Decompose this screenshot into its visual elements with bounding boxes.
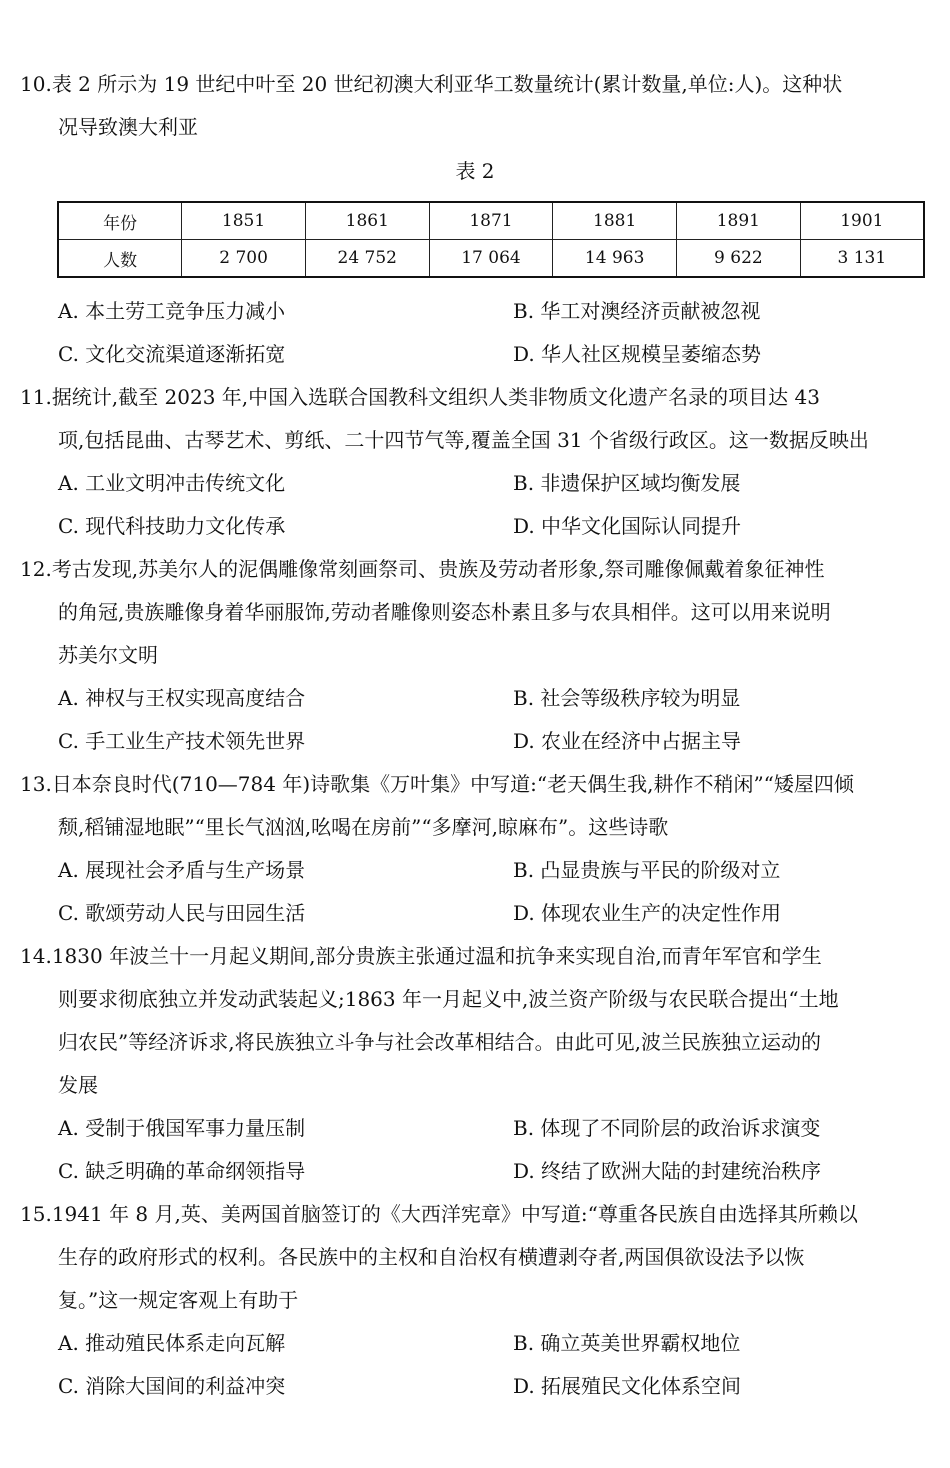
stem-line: 则要求彻底独立并发动武装起义;1863 年一月起义中,波兰资产阶级与农民联合提出“土地 xyxy=(58,987,839,1011)
table-cell: 1901 xyxy=(800,202,924,240)
question-number: 11. xyxy=(20,385,52,409)
table-cell: 24 752 xyxy=(305,240,429,278)
table-cell: 1881 xyxy=(553,202,677,240)
stem-line: 据统计,截至 2023 年,中国入选联合国教科文组织人类非物质文化遗产名录的项目达 43 xyxy=(51,385,820,409)
option-d[interactable]: D. 中华文化国际认同提升 xyxy=(513,514,742,538)
stem-line: 1941 年 8 月,英、美两国首脑签订的《大西洋宪章》中写道:“尊重各民族自由选择其所赖以 xyxy=(51,1202,858,1226)
option-b[interactable]: B. 体现了不同阶层的政治诉求演变 xyxy=(513,1116,821,1140)
table-cell: 9 622 xyxy=(677,240,801,278)
option-a[interactable]: A. 受制于俄国军事力量压制 xyxy=(58,1116,306,1140)
stem-line: 表 2 所示为 19 世纪中叶至 20 世纪初澳大利亚华工数量统计(累计数量,单位:人)。这种状 xyxy=(51,72,843,96)
question-13 xyxy=(20,763,930,935)
stem-line: 考古发现,苏美尔人的泥偶雕像常刻画祭司、贵族及劳动者形象,祭司雕像佩戴着象征神性 xyxy=(51,557,825,581)
question-10-options xyxy=(20,290,930,376)
option-a[interactable]: A. 工业文明冲击传统文化 xyxy=(58,471,286,495)
question-number: 13. xyxy=(20,772,52,796)
question-10-stem xyxy=(20,63,930,149)
option-c[interactable]: C. 缺乏明确的革命纲领指导 xyxy=(58,1159,306,1183)
stem-line: 的角冠,贵族雕像身着华丽服饰,劳动者雕像则姿态朴素且多与农具相伴。这可以用来说明 xyxy=(58,600,831,624)
stem-line: 发展 xyxy=(58,1073,98,1097)
question-number: 14. xyxy=(20,944,52,968)
option-d[interactable]: D. 农业在经济中占据主导 xyxy=(513,729,742,753)
stem-line: 颓,稻铺湿地眠”“里长气汹汹,吆喝在房前”“多摩河,晾麻布”。这些诗歌 xyxy=(58,815,669,839)
table-cell: 2 700 xyxy=(182,240,306,278)
question-15-stem xyxy=(20,1193,930,1322)
question-12-stem xyxy=(20,548,930,677)
question-number: 15. xyxy=(20,1202,52,1226)
data-table xyxy=(57,201,925,278)
stem-line: 苏美尔文明 xyxy=(58,643,158,667)
option-d[interactable]: D. 体现农业生产的决定性作用 xyxy=(513,901,782,925)
option-a[interactable]: A. 展现社会矛盾与生产场景 xyxy=(58,858,306,882)
question-12 xyxy=(20,548,930,763)
question-13-stem xyxy=(20,763,930,849)
stem-line: 复。”这一规定客观上有助于 xyxy=(58,1288,299,1312)
table-row xyxy=(58,240,924,278)
question-10 xyxy=(20,63,930,149)
table-cell: 3 131 xyxy=(800,240,924,278)
question-number: 10. xyxy=(20,72,52,96)
option-d[interactable]: D. 华人社区规模呈萎缩态势 xyxy=(513,342,762,366)
question-number: 12. xyxy=(20,557,52,581)
row-label: 年份 xyxy=(58,202,182,240)
option-b[interactable]: B. 确立英美世界霸权地位 xyxy=(513,1331,741,1355)
option-c[interactable]: C. 现代科技助力文化传承 xyxy=(58,514,286,538)
option-a[interactable]: A. 本土劳工竞争压力减小 xyxy=(58,299,286,323)
question-14 xyxy=(20,935,930,1193)
table-cell: 14 963 xyxy=(553,240,677,278)
table-cell: 1891 xyxy=(677,202,801,240)
stem-line: 生存的政府形式的权利。各民族中的主权和自治权有横遭剥夺者,两国俱欲设法予以恢 xyxy=(58,1245,805,1269)
table-cell: 1861 xyxy=(305,202,429,240)
row-label: 人数 xyxy=(58,240,182,278)
option-a[interactable]: A. 神权与王权实现高度结合 xyxy=(58,686,306,710)
option-b[interactable]: B. 华工对澳经济贡献被忽视 xyxy=(513,299,761,323)
table-row xyxy=(58,202,924,240)
option-b[interactable]: B. 社会等级秩序较为明显 xyxy=(513,686,741,710)
question-15 xyxy=(20,1193,930,1408)
stem-line: 日本奈良时代(710—784 年)诗歌集《万叶集》中写道:“老天偶生我,耕作不稍闲”“矮屋四倾 xyxy=(51,772,854,796)
table-cell: 1871 xyxy=(429,202,553,240)
question-11-stem xyxy=(20,376,930,462)
option-b[interactable]: B. 非遗保护区域均衡发展 xyxy=(513,471,741,495)
option-a[interactable]: A. 推动殖民体系走向瓦解 xyxy=(58,1331,286,1355)
stem-line: 1830 年波兰十一月起义期间,部分贵族主张通过温和抗争来实现自治,而青年军官和学生 xyxy=(51,944,822,968)
option-c[interactable]: C. 消除大国间的利益冲突 xyxy=(58,1374,286,1398)
option-c[interactable]: C. 文化交流渠道逐渐拓宽 xyxy=(58,342,286,366)
table-caption: 表 2 xyxy=(455,159,495,183)
option-c[interactable]: C. 歌颂劳动人民与田园生活 xyxy=(58,901,306,925)
stem-line: 归农民”等经济诉求,将民族独立斗争与社会改革相结合。由此可见,波兰民族独立运动的 xyxy=(58,1030,821,1054)
option-b[interactable]: B. 凸显贵族与平民的阶级对立 xyxy=(513,858,781,882)
stem-line: 况导致澳大利亚 xyxy=(58,115,198,139)
stem-line: 项,包括昆曲、古琴艺术、剪纸、二十四节气等,覆盖全国 31 个省级行政区。这一数据反映出 xyxy=(58,428,869,452)
option-d[interactable]: D. 拓展殖民文化体系空间 xyxy=(513,1374,742,1398)
question-14-stem xyxy=(20,935,930,1107)
table-cell: 1851 xyxy=(182,202,306,240)
table-cell: 17 064 xyxy=(429,240,553,278)
option-c[interactable]: C. 手工业生产技术领先世界 xyxy=(58,729,306,753)
option-d[interactable]: D. 终结了欧洲大陆的封建统治秩序 xyxy=(513,1159,822,1183)
question-11 xyxy=(20,376,930,548)
